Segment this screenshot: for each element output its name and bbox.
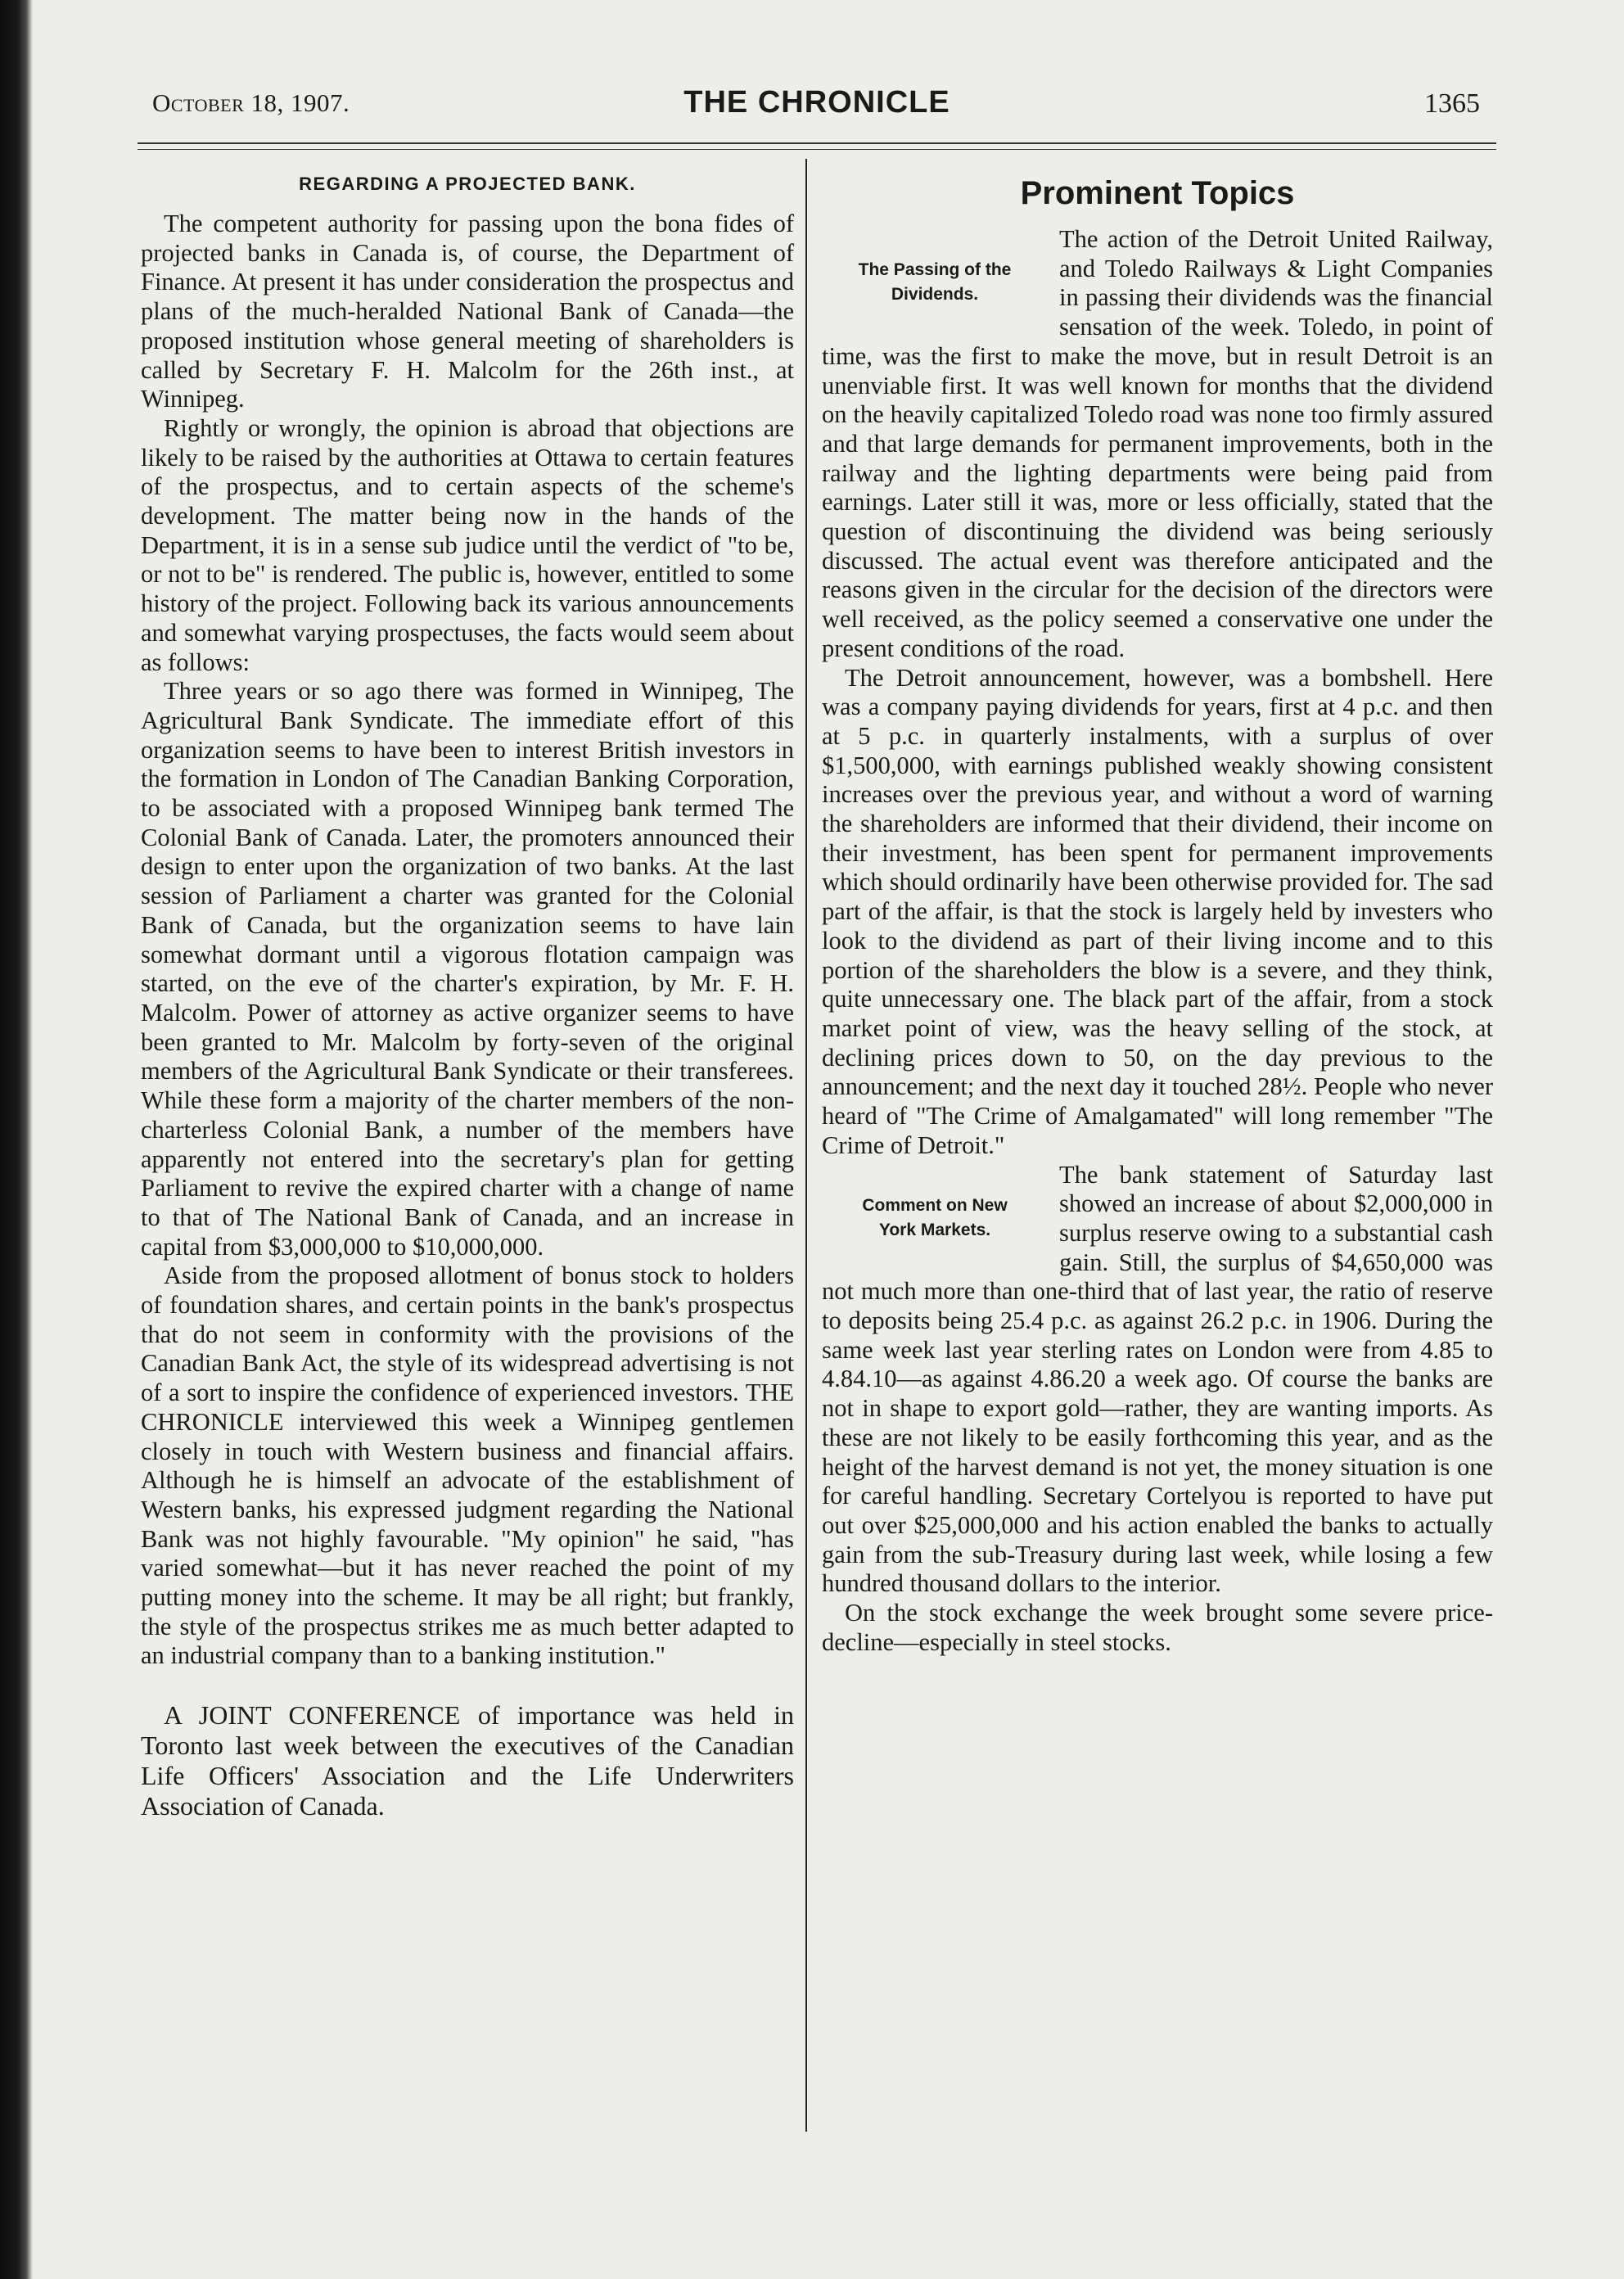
sidebar-label	[822, 1194, 1048, 1243]
topic-paragraph: The action of the Detroit United Railway, and Toledo Railways & Light Companies in passing their dividends was the financial sensation of the week. Toledo, in point of time, was the first to make the move, but in result Detroit is an unenviable first. It was well known for months that the dividend on the heavily capitalized Toledo road was none too firmly assured and that large demands for permanent improvements, both in the railway and the lighting departments were being paid from earnings. Later still it was, more or less officially, stated that the question of discontinuing the dividend was being seriously discussed. The actual event was therefore anticipated and the reasons given in the circular for the decision of the directors were well received, as the policy seemed a conservative one under the present conditions of the road.	[822, 225, 1493, 662]
topic-paragraph: The bank statement of Saturday last showed an increase of about $2,000,000 in surplus reserve owing to a substantial cash gain. Still, the surplus of $4,650,000 was not much more than one-third that of last year, the ratio of reserve to deposits being 25.4 p.c. as against 26.2 p.c. in 1906. During the same week last year sterling rates on London were from 4.85 to 4.84.10—as against 4.86.20 a week ago. Of course the banks are not in shape to export gold—rather, they are wanting imports. As these are not likely to be easily forthcoming this year, and as the height of the harvest demand is not yet, the money situation is one for careful handling. Secretary Cortelyou is reported to have put out over $25,000,000 and his action enabled the banks to actually gain from the sub-Treasury during last week, while losing a few hundred thousand dollars to the interior.	[822, 1160, 1493, 1598]
sidebar-label-line: York Markets.	[878, 1220, 991, 1239]
right-column	[822, 160, 1493, 1657]
sidebar-label-line: The Passing of the	[858, 260, 1012, 279]
header-page-number: 1365	[1424, 88, 1480, 119]
left-column	[141, 160, 794, 1821]
article-paragraph: The competent authority for passing upon the bona fides of projected banks in Canada is, of course, the Department of Finance. At present it has under consideration the prospectus and plans of the much-heralded National Bank of Canada—the proposed institution whose general meeting of shareholders is called by Secretary F. H. Malcolm for the 26th inst., at Winnipeg.	[141, 210, 794, 413]
topic-paragraph: On the stock exchange the week brought some severe price-decline—especially in steel stocks.	[822, 1599, 1493, 1656]
header-title: THE CHRONICLE	[683, 85, 950, 120]
article-paragraph: Aside from the proposed allotment of bonus stock to holders of foundation shares, and certain points in the bank's prospectus that do not seem in conformity with the provisions of the Canadian Bank Act, the style of its widespread advertising is not of a sort to inspire the confidence of experienced investors. THE CHRONICLE interviewed this week a Winnipeg gentlemen closely in touch with Western business and financial affairs. Although he is himself an advocate of the establishment of Western banks, his expressed judgment regarding the National Bank was not highly favourable. "My opinion" he said, "has varied somewhat—but it has never reached the point of my putting money into the scheme. It may be all right; but frankly, the style of the prospectus strikes me as much better adapted to an industrial company than to a banking institution."	[141, 1261, 794, 1670]
column-divider	[805, 159, 807, 2132]
sidebar-label	[822, 258, 1048, 307]
article-heading: REGARDING A PROJECTED BANK.	[299, 174, 636, 194]
article-paragraph: Three years or so ago there was formed in Winnipeg, The Agricultural Bank Syndicate. The immediate effort of this organization seems to have been to interest British investors in the formation in London of The Canadian Banking Corporation, to be associated with a proposed Winnipeg bank termed The Colonial Bank of Canada. Later, the promoters announced their design to enter upon the organization of two banks. At the last session of Parliament a charter was granted for the Colonial Bank of Canada, but the organization seems to have lain somewhat dormant until a vigorous flotation campaign was started, on the eve of the charter's expiration, by Mr. F. H. Malcolm. Power of attorney as active organizer seems to have been granted to Mr. Malcolm by forty-seven of the original members of the Agricultural Bank Syndicate or their transferees. While these form a majority of the charter members of the non-charterless Colonial Bank, a number of the members have apparently not entered into the secretary's plan for getting Parliament to revive the expired charter with a change of name to that of The National Bank of Canada, and an increase in capital from $3,000,000 to $10,000,000.	[141, 677, 794, 1261]
section-heading: Prominent Topics	[1020, 175, 1295, 211]
header-rule	[138, 142, 1496, 144]
page-header	[152, 85, 1482, 134]
page-binding-edge	[0, 0, 33, 2279]
header-date: October 18, 1907.	[152, 88, 350, 117]
sidebar-label-line: Comment on New	[862, 1195, 1008, 1215]
article-paragraph: Rightly or wrongly, the opinion is abroad that objections are likely to be raised by the authorities at Ottawa to certain features of the prospectus, and to certain aspects of the scheme's development. The matter being now in the hands of the Department, it is in a sense sub judice until the verdict of "to be, or not to be" is rendered. The public is, however, entitled to some history of the project. Following back its various announcements and somewhat varying prospectuses, the facts would seem about as follows:	[141, 413, 794, 676]
header-rule-thin	[138, 149, 1496, 150]
topic-paragraph: The Detroit announcement, however, was a bombshell. Here was a company paying dividends for years, first at 4 p.c. and then at 5 p.c. in quarterly instalments, with a surplus of over $1,500,000, with earnings published weakly showing consistent increases over the previous year, and without a word of warning the shareholders are informed that their dividend, their income on their investment, has been spent for permanent improvements which should ordinarily have been otherwise provided for. The sad part of the affair, is that the stock is largely held by investers who look to the dividend as part of their living income and to this portion of the shareholders the blow is a severe, and they think, quite unnecessary one. The black part of the affair, from a stock market point of view, was the heavy selling of the stock, at declining prices down to 50, on the day previous to the announcement; and the next day it touched 28½. People who never heard of "The Crime of Amalgamated" will long remember "The Crime of Detroit."	[822, 663, 1493, 1159]
sidebar-label-line: Dividends.	[891, 285, 979, 304]
closing-paragraph: A JOINT CONFERENCE of importance was held in Toronto last week between the executives of the Canadian Life Officers' Association and the Life Underwriters Association of Canada.	[141, 1700, 794, 1821]
